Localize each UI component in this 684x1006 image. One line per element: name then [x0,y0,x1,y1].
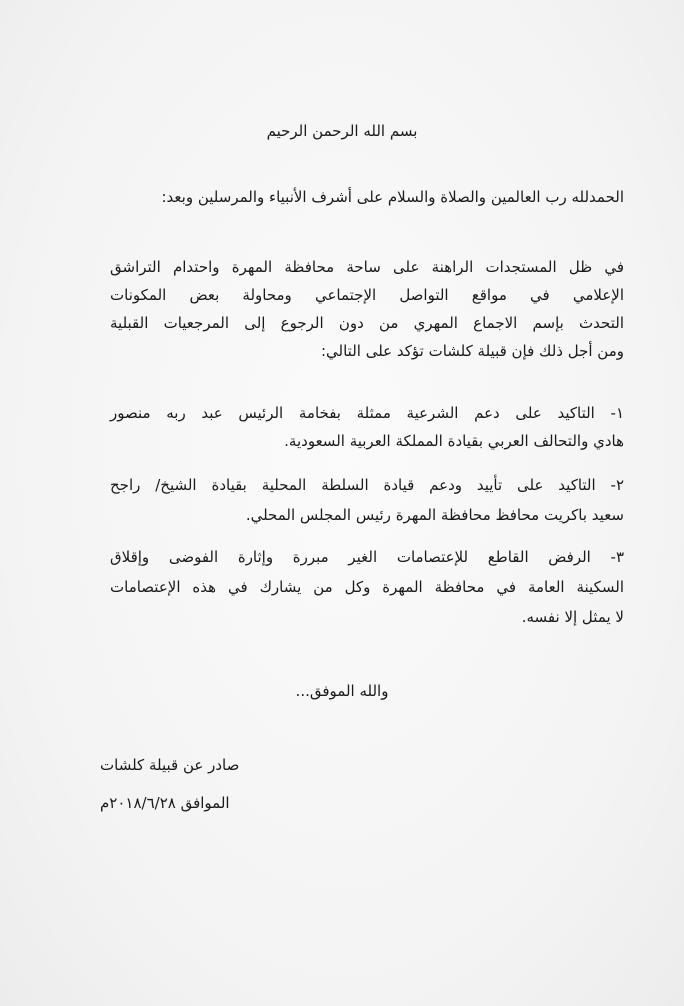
list-item-line: هادي والتحالف العربي بقيادة المملكة العربية السعودية. [284,432,624,450]
list-item-line: السكينة العامة في محافظة المهرة وكل من يشارك في هذه الإعتصامات [110,578,624,596]
issuer-line: صادر عن قبيلة كلشات [100,756,240,774]
greeting: الحمدلله رب العالمين والصلاة والسلام على أشرف الأنبياء والمرسلين وبعد: [161,188,624,206]
list-item-line: ٢- التاكيد على تأييد ودعم قيادة السلطة المحلية بقيادة الشيخ/ راجح [110,476,624,494]
list-item-line: لا يمثل إلا نفسه. [521,608,624,626]
intro-line: ومن أجل ذلك فإن قبيلة كلشات تؤكد على التالي: [320,342,624,360]
list-item-line: ٣- الرفض القاطع للإعتصامات الغير مبررة وإثارة الفوضى وإقلاق [110,548,624,566]
list-item-line: ١- التاكيد على دعم الشرعية ممثلة بفخامة الرئيس عبد ربه منصور [110,404,624,422]
closing-line: والله الموفق... [295,682,389,700]
basmala: بسم الله الرحمن الرحيم [266,122,418,140]
intro-line: التحدث بإسم الاجماع المهري من دون الرجوع إلى المرجعيات القبلية [110,314,624,332]
list-item-line: سعيد باكريت محافظ محافظة المهرة رئيس المجلس المحلي. [245,506,624,524]
intro-line: في ظل المستجدات الراهنة على ساحة محافظة المهرة واحتدام التراشق [110,258,624,276]
intro-line: الإعلامي في مواقع التواصل الإجتماعي ومحاولة بعض المكونات [110,286,624,304]
date-line: الموافق ٢٠١٨/٦/٢٨م [100,794,230,812]
